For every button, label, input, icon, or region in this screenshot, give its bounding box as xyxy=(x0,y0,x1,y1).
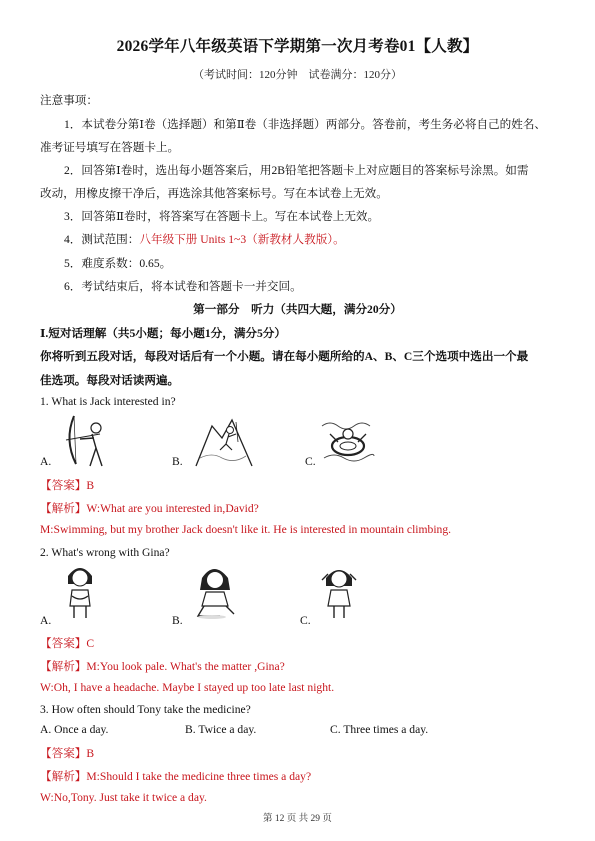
page-title: 2026学年八年级英语下学期第一次月考卷01【人教】 xyxy=(116,38,479,55)
q1-option-c: C. xyxy=(305,455,316,468)
note-1-line-a: 1．本试卷分第Ⅰ卷（选择题）和第Ⅱ卷（非选择题）两部分。答卷前，考生务必将自己的姓名、 xyxy=(64,118,547,131)
q2-option-b: B. xyxy=(172,614,183,627)
note-4-range: 八年级下册 Units 1~3（新教材人教版）。 xyxy=(139,233,345,246)
note-4-prefix: 4．测试范围： xyxy=(64,233,140,246)
note-4 xyxy=(64,231,345,247)
q1-option-b: B. xyxy=(172,455,183,468)
q1-stem: 1. What is Jack interested in? xyxy=(40,395,176,408)
archery-picture-icon xyxy=(60,412,112,468)
q1-answer: 【答案】B xyxy=(40,479,95,492)
notes-heading: 注意事项： xyxy=(40,94,98,107)
note-2-line-a: 2．回答第Ⅰ卷时，选出每小题答案后，用2B铅笔把答题卡上对应题目的答案标号涂黑。如需 xyxy=(64,164,529,177)
page-subtitle: （考试时间：120分钟 试卷满分：120分） xyxy=(193,69,402,81)
q2-option-a: A. xyxy=(40,614,52,627)
q2-answer: 【答案】C xyxy=(40,637,95,650)
part-title: 第一部分 听力（共四大题，满分20分） xyxy=(193,303,402,316)
section-subtitle: Ⅰ.短对话理解（共5小题；每小题1分，满分5分） xyxy=(40,327,286,340)
mountain-climbing-picture-icon xyxy=(192,412,256,468)
note-1-line-b: 准考证号填写在答题卡上。 xyxy=(40,141,180,154)
girl-headache-picture-icon xyxy=(316,560,362,620)
q3-analysis-line-a: 【解析】M:Should I take the medicine three times a day? xyxy=(40,770,312,783)
q2-analysis-line-a: 【解析】M:You look pale. What's the matter ,Gina? xyxy=(40,660,285,673)
instructions-line-a: 你将听到五段对话，每段对话后有一个小题。请在每小题所给的A、B、C三个选项中选出一个最 xyxy=(40,350,529,363)
q1-analysis-line-a: 【解析】W:What are you interested in,David? xyxy=(40,502,259,515)
note-3: 3．回答第Ⅱ卷时，将答案写在答题卡上。写在本试卷上无效。 xyxy=(64,210,380,223)
girl-hurt-leg-picture-icon xyxy=(190,560,244,620)
q2-analysis-line-b: W:Oh, I have a headache. Maybe I stayed up too late last night. xyxy=(40,681,335,694)
q1-analysis-line-b: M:Swimming, but my brother Jack doesn't like it. He is interested in mountain climbing. xyxy=(40,523,452,536)
instructions-line-b: 佳选项。每段对话读两遍。 xyxy=(40,374,180,387)
page-number: 第 12 页 共 29 页 xyxy=(263,814,332,824)
q2-stem: 2. What's wrong with Gina? xyxy=(40,546,170,559)
q3-option-a: A. Once a day. xyxy=(40,723,109,736)
q3-stem: 3. How often should Tony take the medicine? xyxy=(40,703,251,716)
q2-option-c: C. xyxy=(300,614,311,627)
q3-option-b: B. Twice a day. xyxy=(185,723,257,736)
swimming-picture-icon xyxy=(320,412,376,462)
girl-stomachache-picture-icon xyxy=(58,560,102,620)
note-5: 5．难度系数：0.65。 xyxy=(64,257,172,270)
note-2-line-b: 改动，用橡皮擦干净后，再选涂其他答案标号。写在本试卷上无效。 xyxy=(40,187,388,200)
q3-option-c: C. Three times a day. xyxy=(330,723,429,736)
q1-option-a: A. xyxy=(40,455,52,468)
q3-answer: 【答案】B xyxy=(40,747,95,760)
q3-analysis-line-b: W:No,Tony. Just take it twice a day. xyxy=(40,791,207,804)
note-6: 6．考试结束后，将本试卷和答题卡一并交回。 xyxy=(64,280,302,293)
